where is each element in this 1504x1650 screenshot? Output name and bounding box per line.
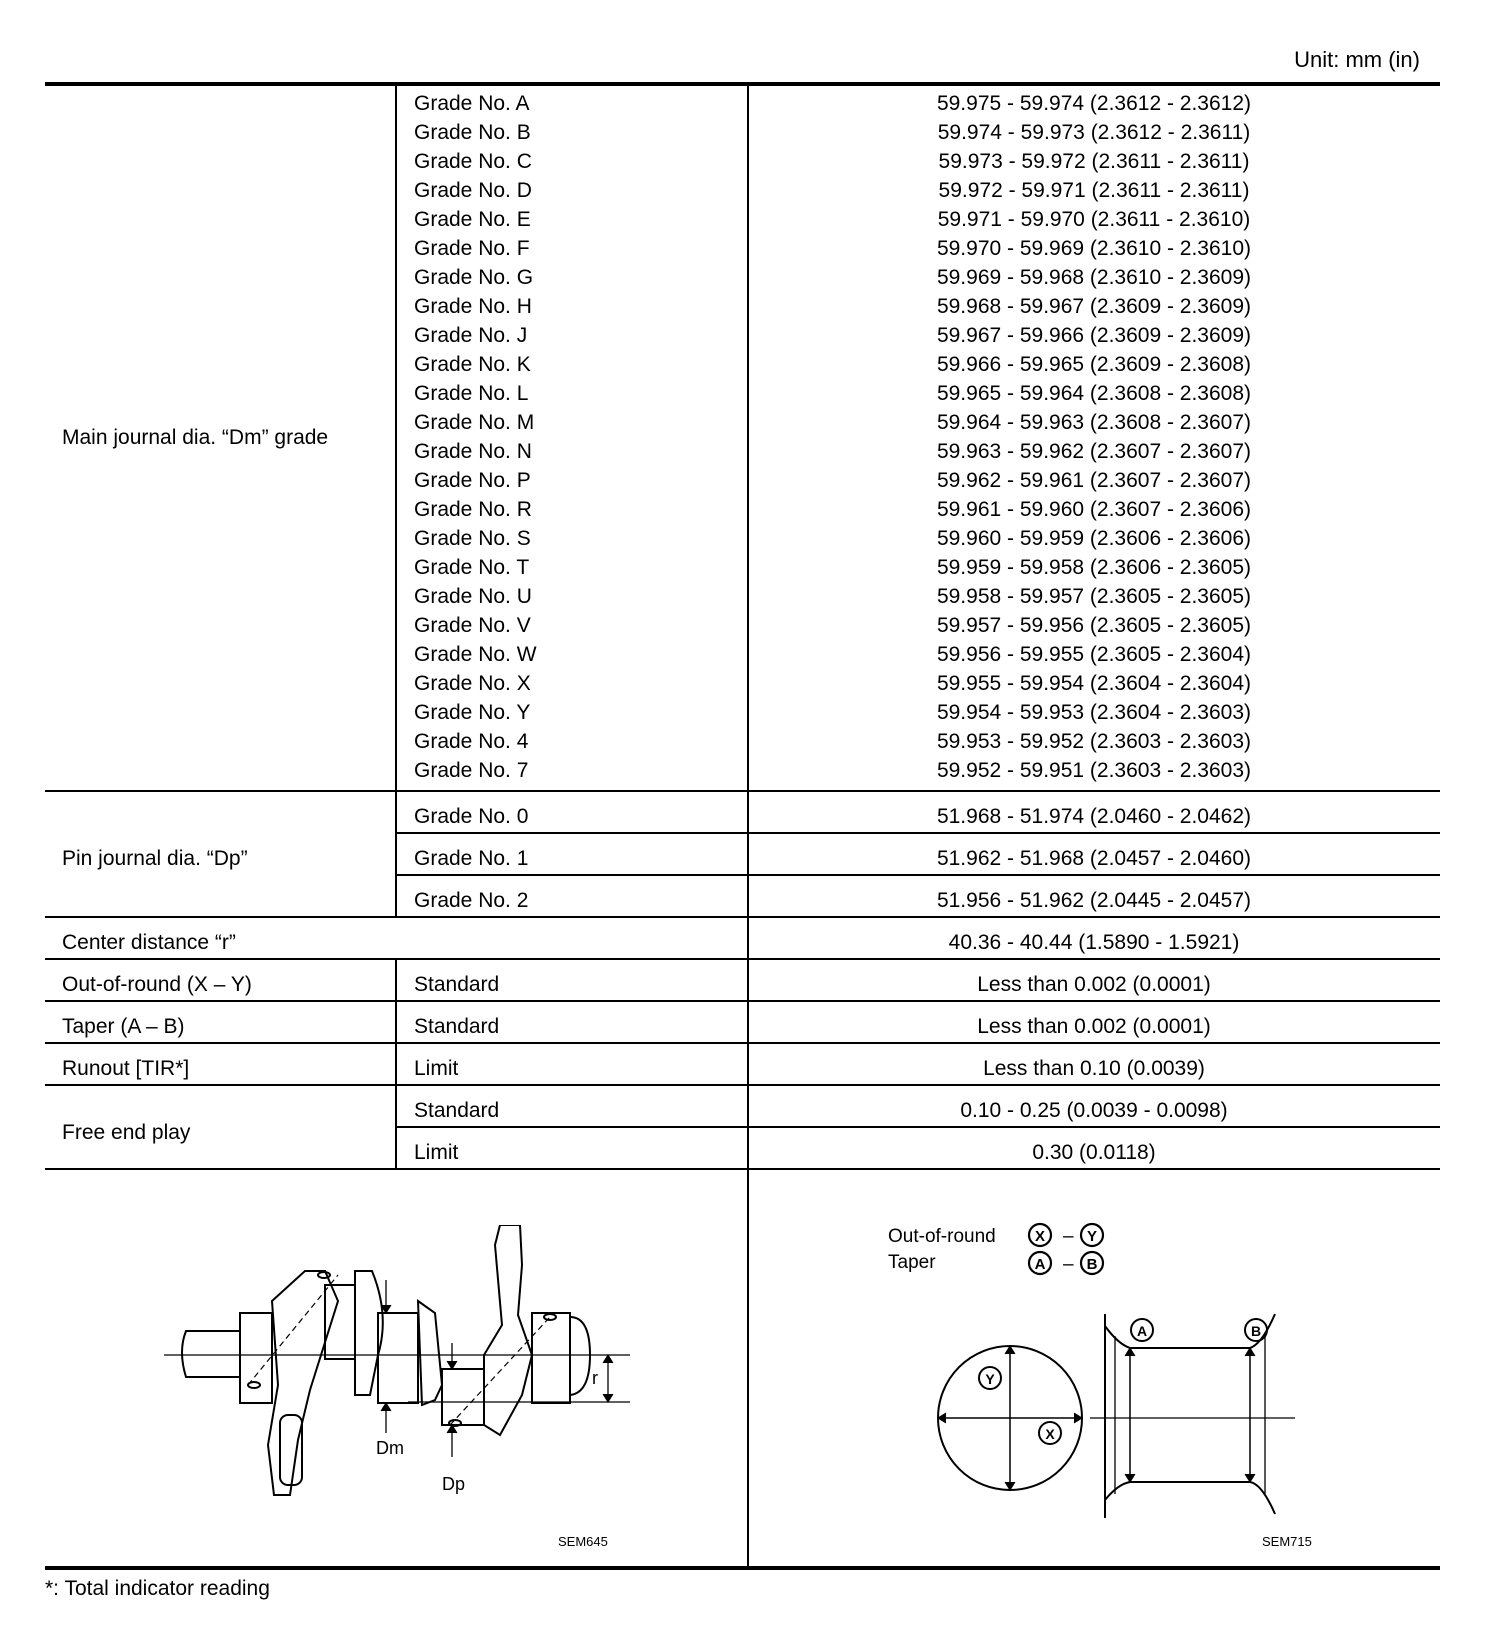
taper-value: Less than 0.002 (0.0001) (977, 1015, 1211, 1038)
divider-pin-0-1 (395, 832, 1440, 834)
grade-label: Grade No. 7 (414, 759, 529, 782)
svg-text:–: – (1063, 1226, 1074, 1247)
column-divider-left-upper (395, 86, 397, 916)
figure-code-sem645: SEM645 (558, 1534, 608, 1549)
grade-value: 59.967 - 59.966 (2.3609 - 2.3609) (936, 324, 1252, 347)
main-journal-label: Main journal dia. “Dm” grade (62, 426, 329, 449)
out-of-round-condition: Standard (414, 973, 500, 996)
grade-label: Grade No. Y (414, 701, 531, 724)
free-end-play-label: Free end play (62, 1121, 191, 1144)
table-top-rule (45, 82, 1440, 86)
grade-label: Grade No. C (414, 150, 532, 173)
divider-pin-1-2 (395, 874, 1440, 876)
crankshaft-diagram (150, 1225, 650, 1505)
grade-value: 59.959 - 59.958 (2.3606 - 2.3605) (936, 556, 1252, 579)
grade-value: 59.964 - 59.963 (2.3608 - 2.3607) (936, 411, 1252, 434)
out-of-round-label: Out-of-round (X – Y) (62, 973, 252, 996)
grade-label: Grade No. K (414, 353, 531, 376)
out-of-round-legend: Out-of-round (888, 1226, 996, 1247)
grade-label: Grade No. H (414, 295, 532, 318)
figure-code-sem715: SEM715 (1262, 1534, 1312, 1549)
grade-label: Grade No. B (414, 121, 531, 144)
grade-value: 59.972 - 59.971 (2.3611 - 2.3611) (938, 179, 1250, 202)
free-end-play-standard-value: 0.10 - 0.25 (0.0039 - 0.0098) (960, 1099, 1228, 1122)
grade-label: Grade No. 1 (414, 847, 529, 870)
grade-label: Grade No. G (414, 266, 534, 289)
svg-text:X: X (1045, 1426, 1055, 1442)
grade-value: 51.956 - 51.962 (2.0445 - 2.0457) (936, 889, 1252, 912)
grade-label: Grade No. U (414, 585, 532, 608)
divider-taper-runout (45, 1042, 1440, 1044)
grade-value: 59.953 - 59.952 (2.3603 - 2.3603) (936, 730, 1252, 753)
center-distance-label: Center distance “r” (62, 931, 236, 954)
r-label: r (592, 1368, 598, 1388)
grade-value: 59.971 - 59.970 (2.3611 - 2.3610) (937, 208, 1251, 231)
grade-value: 59.952 - 59.951 (2.3603 - 2.3603) (936, 759, 1252, 782)
grade-label: Grade No. L (414, 382, 529, 405)
free-end-play-standard-label: Standard (414, 1099, 500, 1122)
grade-value: 59.963 - 59.962 (2.3607 - 2.3607) (936, 440, 1252, 463)
grade-value: 59.975 - 59.974 (2.3612 - 2.3612) (936, 92, 1252, 115)
grade-label: Grade No. E (414, 208, 531, 231)
taper-legend: Taper (888, 1252, 936, 1273)
pin-journal-label: Pin journal dia. “Dp” (62, 847, 248, 870)
dm-label: Dm (376, 1438, 404, 1458)
grade-label: Grade No. S (414, 527, 531, 550)
grade-label: Grade No. N (414, 440, 532, 463)
divider-endplay-std-limit (395, 1126, 1440, 1128)
grade-value: 59.960 - 59.959 (2.3606 - 2.3606) (936, 527, 1252, 550)
runout-value: Less than 0.10 (0.0039) (983, 1057, 1205, 1080)
grade-value: 51.968 - 51.974 (2.0460 - 2.0462) (936, 805, 1252, 828)
grade-label: Grade No. 0 (414, 805, 529, 828)
divider-oor-taper (45, 1000, 1440, 1002)
svg-text:B: B (1250, 1323, 1262, 1339)
svg-text:A: A (1136, 1323, 1148, 1339)
runout-condition: Limit (414, 1057, 459, 1080)
svg-text:Y: Y (1086, 1228, 1098, 1245)
grade-value: 59.974 - 59.973 (2.3612 - 2.3611) (937, 121, 1251, 144)
svg-text:B: B (1086, 1256, 1098, 1273)
grade-value: 59.968 - 59.967 (2.3609 - 2.3609) (936, 295, 1252, 318)
grade-value: 59.956 - 59.955 (2.3605 - 2.3604) (936, 643, 1252, 666)
divider-runout-endplay (45, 1084, 1440, 1086)
footnote: *: Total indicator reading (45, 1577, 270, 1600)
center-distance-value: 40.36 - 40.44 (1.5890 - 1.5921) (948, 931, 1240, 954)
grade-label: Grade No. M (414, 411, 535, 434)
grade-value: 59.969 - 59.968 (2.3610 - 2.3609) (936, 266, 1252, 289)
taper-label: Taper (A – B) (62, 1015, 185, 1038)
divider-main-pin (45, 790, 1440, 792)
grade-value: 59.954 - 59.953 (2.3604 - 2.3603) (936, 701, 1252, 724)
grade-value: 59.955 - 59.954 (2.3604 - 2.3604) (936, 672, 1252, 695)
grade-label: Grade No. 2 (414, 889, 529, 912)
taper-condition: Standard (414, 1015, 500, 1038)
runout-label: Runout [TIR*] (62, 1057, 190, 1080)
out-of-round-taper-diagram (880, 1218, 1320, 1518)
grade-value: 59.962 - 59.961 (2.3607 - 2.3607) (936, 469, 1252, 492)
grade-label: Grade No. D (414, 179, 532, 202)
grade-label: Grade No. X (414, 672, 531, 695)
grade-value: 59.958 - 59.957 (2.3605 - 2.3605) (936, 585, 1252, 608)
grade-value: 59.970 - 59.969 (2.3610 - 2.3610) (936, 237, 1252, 260)
grade-value: 51.962 - 51.968 (2.0457 - 2.0460) (936, 847, 1252, 870)
grade-label: Grade No. R (414, 498, 532, 521)
grade-value: 59.965 - 59.964 (2.3608 - 2.3608) (936, 382, 1252, 405)
free-end-play-limit-label: Limit (414, 1141, 459, 1164)
grade-label: Grade No. T (414, 556, 530, 579)
grade-label: Grade No. J (414, 324, 528, 347)
grade-value: 59.961 - 59.960 (2.3607 - 2.3606) (936, 498, 1252, 521)
svg-text:X: X (1034, 1228, 1046, 1245)
svg-text:A: A (1034, 1256, 1046, 1273)
svg-text:–: – (1063, 1254, 1074, 1275)
grade-label: Grade No. V (414, 614, 531, 637)
column-divider-right (747, 86, 749, 1566)
divider-pin-center (45, 916, 1440, 918)
grade-label: Grade No. P (414, 469, 531, 492)
grade-label: Grade No. F (414, 237, 530, 260)
divider-table-figures (45, 1168, 1440, 1170)
grade-label: Grade No. A (414, 92, 530, 115)
grade-value: 59.973 - 59.972 (2.3611 - 2.3611) (938, 150, 1250, 173)
grade-value: 59.957 - 59.956 (2.3605 - 2.3605) (936, 614, 1252, 637)
column-divider-left-lower (395, 958, 397, 1168)
dp-label: Dp (442, 1474, 466, 1494)
divider-center-oor (45, 958, 1440, 960)
svg-text:Y: Y (985, 1371, 995, 1387)
out-of-round-value: Less than 0.002 (0.0001) (977, 973, 1211, 996)
grade-label: Grade No. W (414, 643, 537, 666)
grade-label: Grade No. 4 (414, 730, 529, 753)
free-end-play-limit-value: 0.30 (0.0118) (1032, 1141, 1156, 1164)
grade-value: 59.966 - 59.965 (2.3609 - 2.3608) (936, 353, 1252, 376)
unit-label: Unit: mm (in) (1294, 47, 1420, 72)
table-bottom-rule (45, 1566, 1440, 1570)
